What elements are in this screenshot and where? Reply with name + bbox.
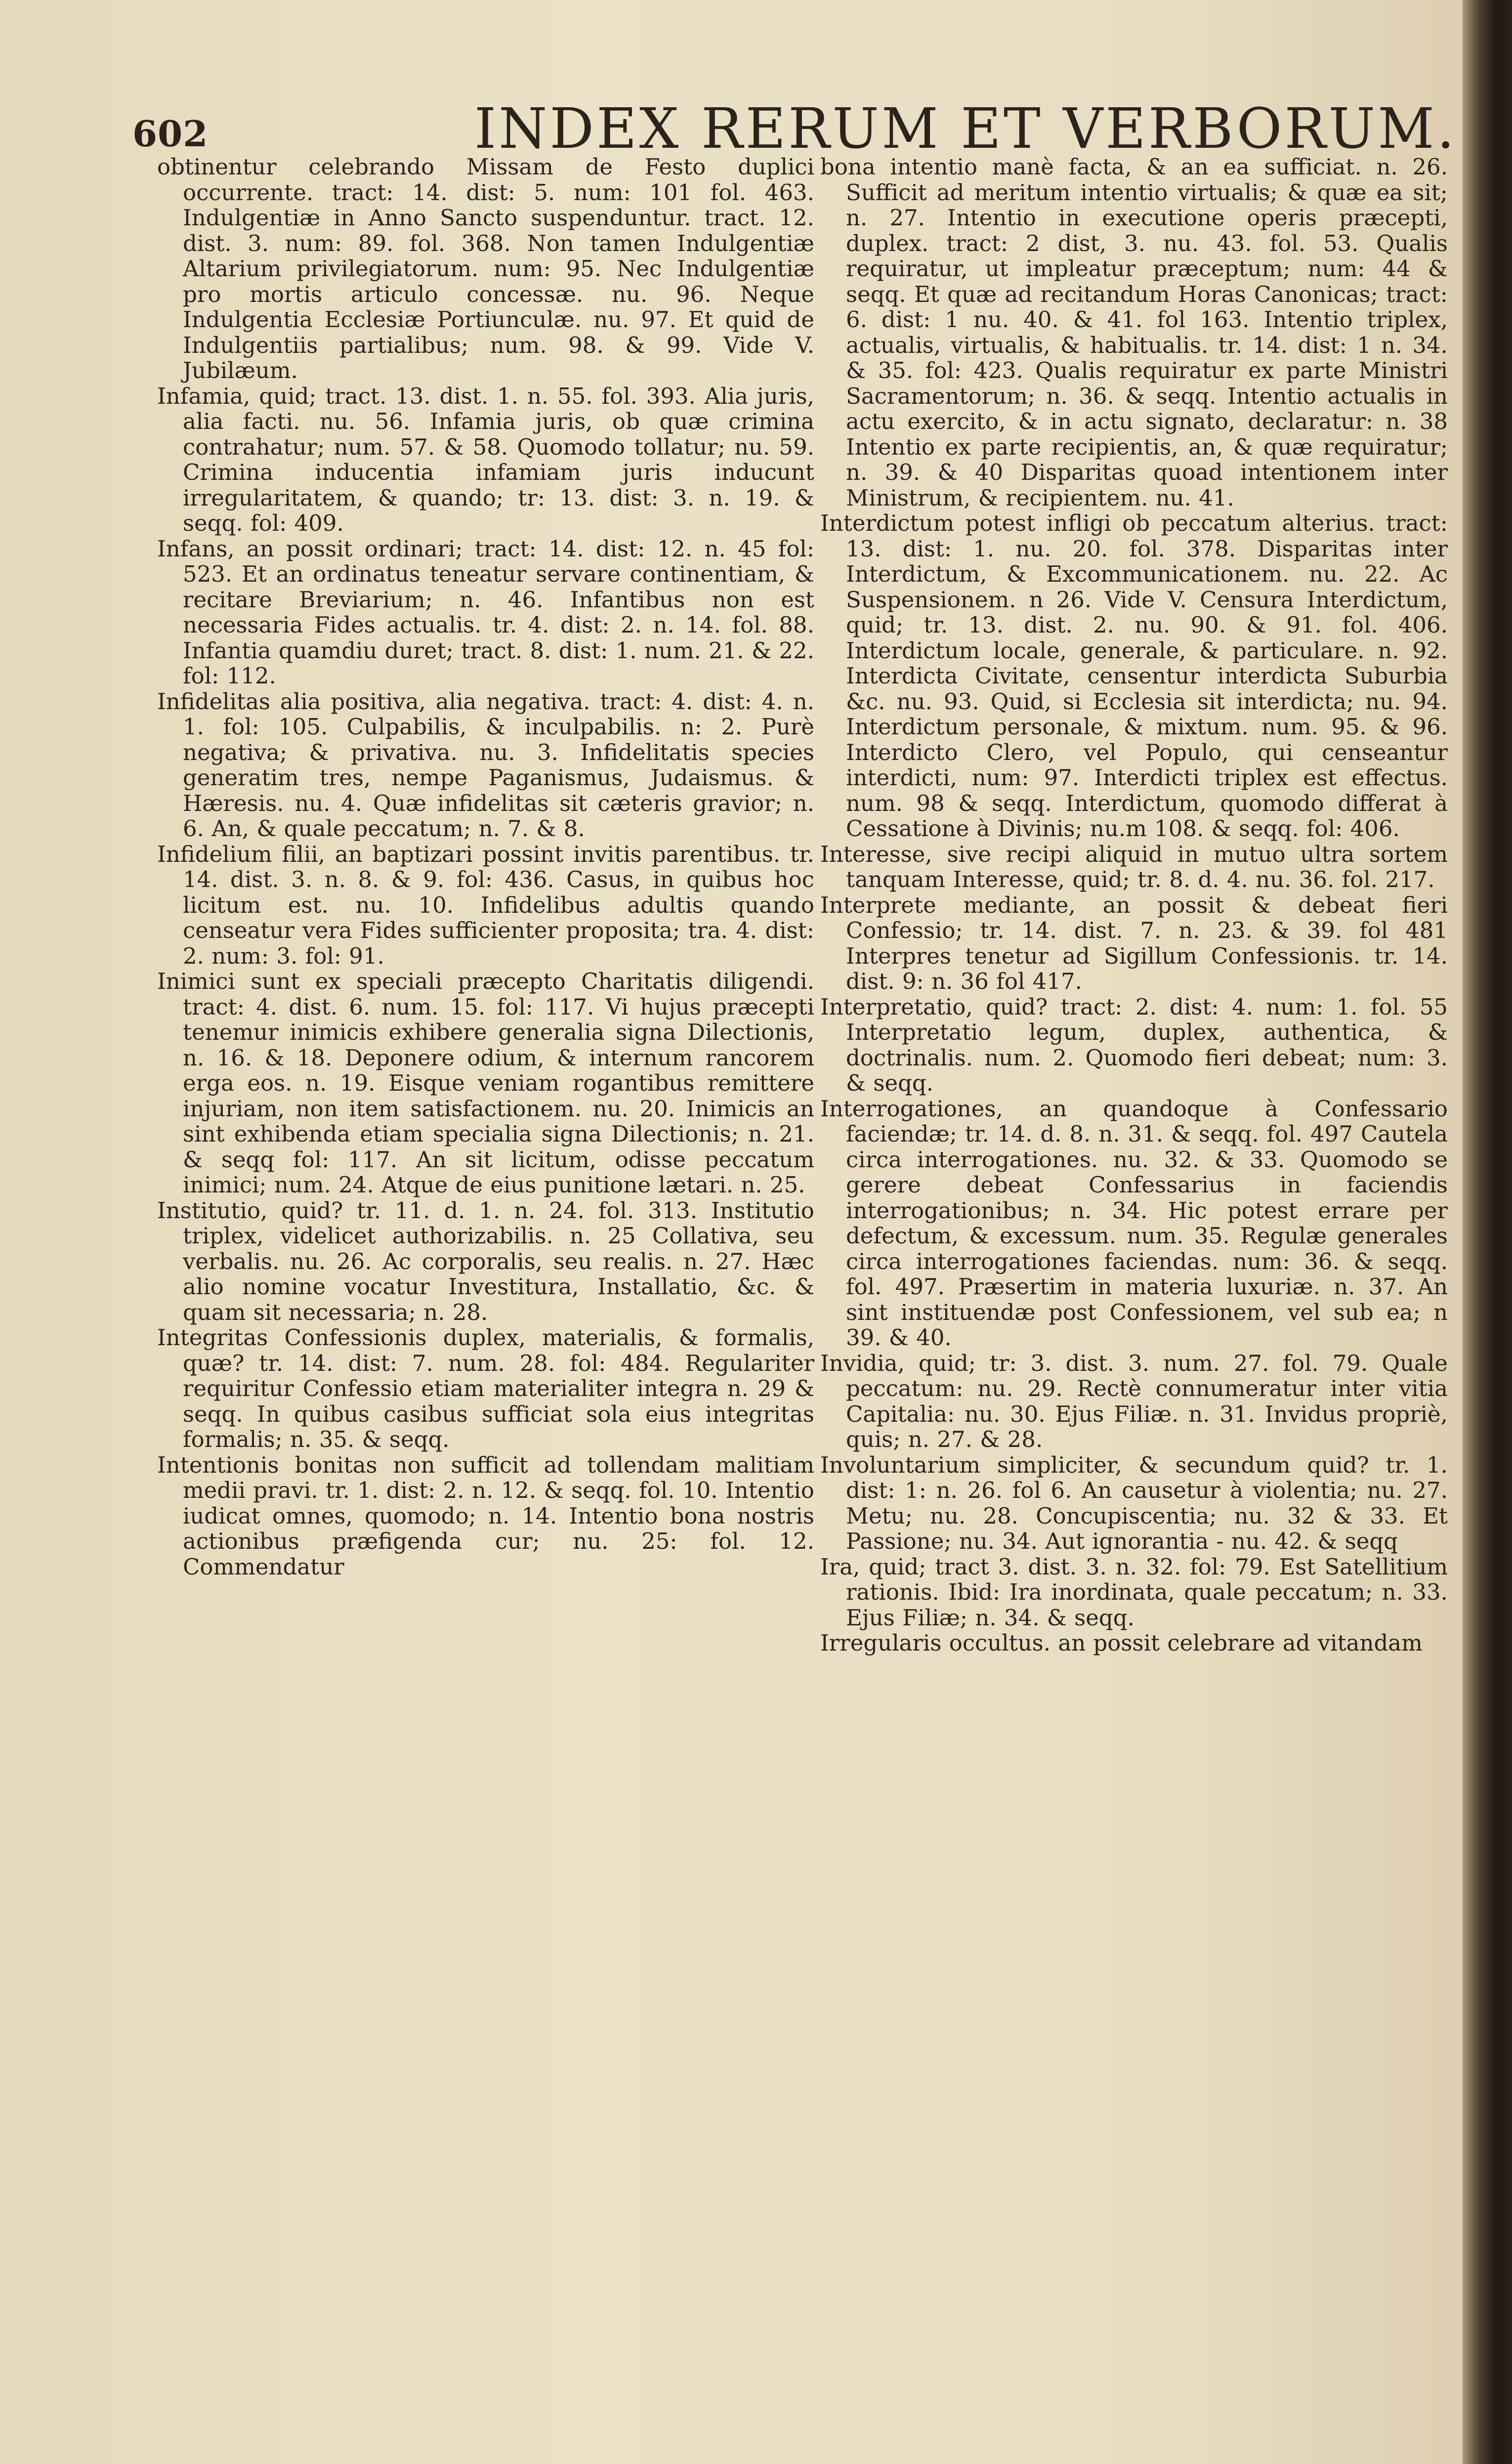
index-entry: Infidelium filii, an baptizari possint invitis parentibus. tr. 14. dist. 3. n. 8. & 9. fol: 436. Casus, in quibus hoc licitum est. nu. 10. Infidelibus adultis quando censeatur vera Fides sufficienter proposita; tra. 4. dist: 2. num: 3. fol: 91. (157, 841, 814, 969)
index-entry: Infans, an possit ordinari; tract: 14. dist: 12. n. 45 fol: 523. Et an ordinatus teneatur servare continentiam, & recitare Breviarium; n. 46. Infantibus non est necessaria Fides actualis. tr. 4. dist: 2. n. 14. fol. 88. Infantia quamdiu duret; tract. 8. dist: 1. num. 21. & 22. fol: 112. (157, 535, 814, 689)
index-entry: Irregularis occultus. an possit celebrare ad vitandam (820, 1630, 1423, 1656)
index-entry: Interrogationes, an quandoque à Confessario faciendæ; tr. 14. d. 8. n. 31. & seqq. fol. 497 Cautela circa interrogationes. nu. 32. & 33. Quomodo se gerere debeat Confessarius in faciendis interrogationibus; n. 34. Hic potest errare per defectum, & excessum. num. 35. Regulæ generales circa interrogationes faciendas. num: 36. & seqq. fol. 497. Præsertim in materia luxuriæ. n. 37. An sint instituendæ post Confessionem, vel sub ea; n 39. & 40. (820, 1095, 1448, 1351)
index-entry: Intentionis bonitas non sufficit ad tollendam malitiam medii pravi. tr. 1. dist: 2. n. 12. & seqq. fol. 10. Intentio iudicat omnes, quomodo; n. 14. Intentio bona nostris actionibus præfigenda cur; nu. 25: fol. 12. Commendatur (157, 1451, 814, 1580)
index-entry: Interpretatio, quid? tract: 2. dist: 4. num: 1. fol. 55 Interpretatio legum, duplex, authentica, & doctrinalis. num. 2. Quomodo fieri debeat; num: 3. & seqq. (820, 993, 1448, 1096)
right-column (820, 154, 1448, 1656)
index-entry: Involuntarium simpliciter, & secundum quid? tr. 1. dist: 1: n. 26. fol 6. An causetur à violentia; nu. 27. Metu; nu. 28. Concupiscentia; nu. 32 & 33. Et Passione; nu. 34. Aut ignorantia - nu. 42. & seqq (820, 1451, 1448, 1554)
book-spine-edge (1463, 0, 1512, 2464)
index-entry: obtinentur celebrando Missam de Festo duplici occurrente. tract: 14. dist: 5. num: 101 fol. 463. Indulgentiæ in Anno Sancto suspenduntur. tract. 12. dist. 3. num: 89. fol. 368. Non tamen Indulgentiæ Altarium privilegiatorum. num: 95. Nec Indulgentiæ pro mortis articulo concessæ. nu. 96. Neque Indulgentia Ecclesiæ Portiunculæ. nu. 97. Et quid de Indulgentiis partialibus; num. 98. & 99. Vide V. Jubilæum. (157, 154, 814, 383)
index-entry: Institutio, quid? tr. 11. d. 1. n. 24. fol. 313. Institutio triplex, videlicet authorizabilis. n. 25 Collativa, seu verbalis. nu. 26. Ac corporalis, seu realis. n. 27. Hæc alio nomine vocatur Investitura, Installatio, &c. & quam sit necessaria; n. 28. (157, 1197, 814, 1325)
index-entry: Inimici sunt ex speciali præcepto Charitatis diligendi. tract: 4. dist. 6. num. 15. fol: 117. Vi hujus præcepti tenemur inimicis exhibere generalia signa Dilectionis, n. 16. & 18. Deponere odium, & internum rancorem erga eos. n. 19. Eisque veniam rogantibus remittere injuriam, non item satisfactionem. nu. 20. Inimicis an sint exhibenda etiam specialia signa Dilectionis; n. 21. & seqq fol: 117. An sit licitum, odisse peccatum inimici; num. 24. Atque de eius punitione lætari. n. 25. (157, 968, 814, 1198)
left-column (157, 154, 814, 1579)
index-entry: Integritas Confessionis duplex, materialis, & formalis, quæ? tr. 14. dist: 7. num. 28. fol: 484. Regulariter requiritur Confessio etiam materialiter integra n. 29 & seqq. In quibus casibus sufficiat sola eius integritas formalis; n. 35. & seqq. (157, 1324, 814, 1452)
index-entry: Infidelitas alia positiva, alia negativa. tract: 4. dist: 4. n. 1. fol: 105. Culpabilis, & inculpabilis. n: 2. Purè negativa; & privativa. nu. 3. Infidelitatis species generatim tres, nempe Paganismus, Judaismus. & Hæresis. nu. 4. Quæ infidelitas sit cæteris gravior; n. 6. An, & quale peccatum; n. 7. & 8. (157, 688, 814, 842)
index-entry: Interdictum potest infligi ob peccatum alterius. tract: 13. dist: 1. nu. 20. fol. 378. Disparitas inter Interdictum, & Excommunicationem. nu. 22. Ac Suspensionem. n 26. Vide V. Censura Interdictum, quid; tr. 13. dist. 2. nu. 90. & 91. fol. 406. Interdictum locale, generale, & particulare. n. 92. Interdicta Civitate, censentur interdicta Suburbia &c. nu. 93. Quid, si Ecclesia sit interdicta; nu. 94. Interdictum personale, & mixtum. num. 95. & 96. Interdicto Clero, vel Populo, qui censeantur interdicti, num: 97. Interdicti triplex est effectus. num. 98 & seqq. Interdictum, quomodo differat à Cessatione à Divinis; nu.m 108. & seqq. fol: 406. (820, 510, 1448, 842)
index-entry: Infamia, quid; tract. 13. dist. 1. n. 55. fol. 393. Alia juris, alia facti. nu. 56. Infamia juris, ob quæ crimina contrahatur; num. 57. & 58. Quomodo tollatur; nu. 59. Crimina inducentia infamiam juris inducunt irregularitatem, & quando; tr: 13. dist: 3. n. 19. & seqq. fol: 409. (157, 382, 814, 536)
index-entry: Invidia, quid; tr: 3. dist. 3. num. 27. fol. 79. Quale peccatum: nu. 29. Rectè connumeratur inter vitia Capitalia: nu. 30. Ejus Filiæ. n. 31. Invidus propriè, quis; n. 27. & 28. (820, 1350, 1448, 1452)
index-entry: Interprete mediante, an possit & debeat fieri Confessio; tr. 14. dist. 7. n. 23. & 39. fol 481 Interpres tenetur ad Sigillum Confessionis. tr. 14. dist. 9: n. 36 fol 417. (820, 892, 1448, 994)
index-entry: Interesse, sive recipi aliquid in mutuo ultra sortem tanquam Interesse, quid; tr. 8. d. 4. nu. 36. fol. 217. (820, 841, 1448, 892)
index-entry: Ira, quid; tract 3. dist. 3. n. 32. fol: 79. Est Satellitium rationis. Ibid: Ira inordinata, quale peccatum; n. 33. Ejus Filiæ; n. 34. & seqq. (820, 1553, 1448, 1631)
page-number: 602 (132, 113, 209, 155)
index-entry: bona intentio manè facta, & an ea sufficiat. n. 26. Sufficit ad meritum intentio virtualis; & quæ ea sit; n. 27. Intentio in executione operis præcepti, duplex. tract: 2 dist, 3. nu. 43. fol. 53. Qualis requiratur, ut impleatur præceptum; num: 44 & seqq. Et quæ ad recitandum Horas Canonicas; tract: 6. dist: 1 nu. 40. & 41. fol 163. Intentio triplex, actualis, virtualis, & habitualis. tr. 14. dist: 1 n. 34. & 35. fol: 423. Qualis requiratur ex parte Ministri Sacramentorum; n. 36. & seqq. Intentio actualis in actu exercito, & in actu signato, declaratur: n. 38 Intentio ex parte recipientis, an, & quæ requiratur; n. 39. & 40 Disparitas quoad intentionem inter Ministrum, & recipientem. nu. 41. (820, 154, 1448, 511)
running-title: INDEX RERUM ET VERBORUM. (474, 97, 1457, 161)
